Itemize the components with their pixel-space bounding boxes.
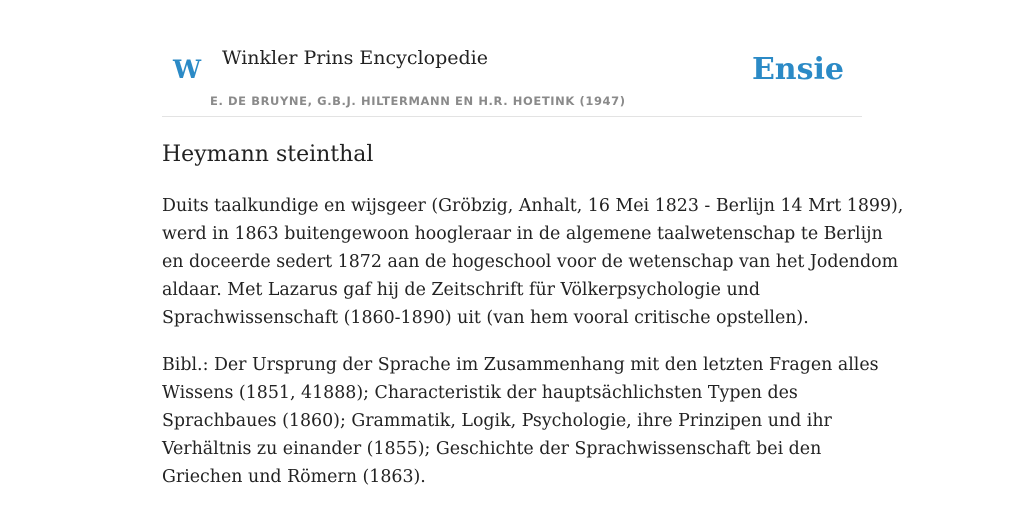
paragraph-line: werd in 1863 buitengewoon hoogleraar in de algemene taalwetenschap te Berlijn [162,224,883,244]
paragraph-line: Sprachwissenschaft (1860-1890) uit (van hem vooral critische opstellen). [162,308,809,328]
paragraph-line: Duits taalkundige en wijsgeer (Gröbzig, Anhalt, 16 Mei 1823 - Berlijn 14 Mrt 1899), [162,196,904,216]
article-page [162,0,904,487]
entry-title: Heymann steinthal [162,142,374,167]
paragraph-line: en doceerde sedert 1872 aan de hogeschool voor de wetenschap van het Jodendom [162,252,899,272]
paragraph-line: aldaar. Met Lazarus gaf hij de Zeitschrift für Völkerpsychologie und [162,280,760,300]
paragraph-line: Sprachbaues (1860); Grammatik, Logik, Psychologie, ihre Prinzipen und ihr [162,411,832,431]
winkler-prins-logo[interactable]: W [173,55,202,84]
bibliography-paragraph [162,351,879,491]
encyclopedia-title[interactable]: Winkler Prins Encyclopedie [222,47,488,69]
entry-paragraph [162,192,904,332]
encyclopedia-header [162,0,862,117]
ensie-logo[interactable]: Ensie [751,52,844,87]
paragraph-line: Verhältnis zu einander (1855); Geschichte der Sprachwissenschaft bei den [162,439,822,459]
paragraph-line: Griechen und Römern (1863). [162,467,426,487]
paragraph-line: Bibl.: Der Ursprung der Sprache im Zusammenhang mit den letzten Fragen alles [162,355,879,375]
paragraph-line: Wissens (1851, 41888); Characteristik der hauptsächlichsten Typen des [162,383,798,403]
encyclopedia-authors: E. DE BRUYNE, G.B.J. HILTERMANN EN H.R. HOETINK (1947) [210,94,626,108]
